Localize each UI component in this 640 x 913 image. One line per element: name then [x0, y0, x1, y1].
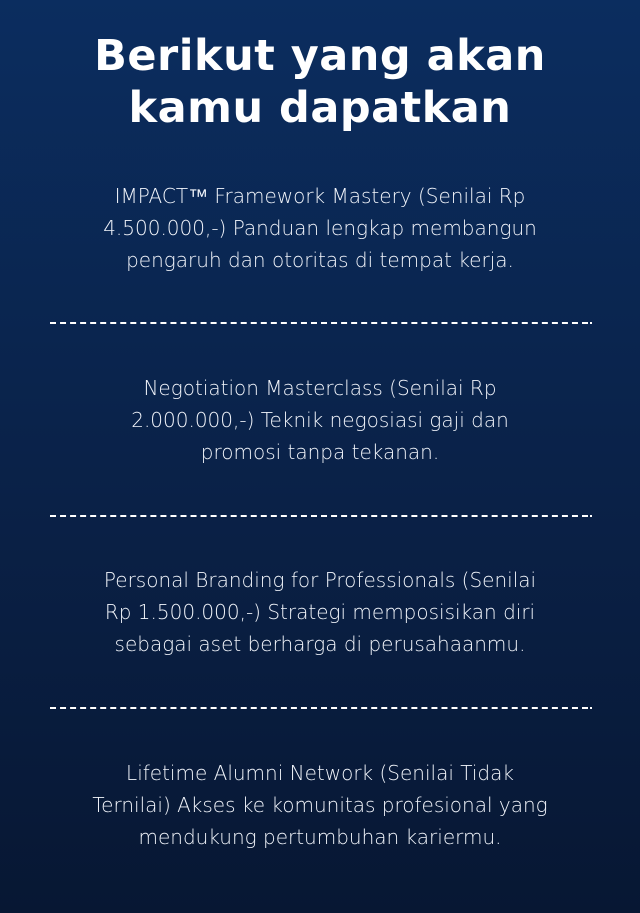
title-line-2: kamu dapatkan	[128, 83, 512, 133]
benefit-line: Personal Branding for Professionals (Senilai	[103, 568, 537, 592]
dashed-divider	[50, 322, 588, 324]
benefit-line: mendukung pertumbuhan kariermu.	[138, 825, 502, 849]
benefit-line: Lifetime Alumni Network (Senilai Tidak	[126, 761, 514, 785]
benefit-line: IMPACT™ Framework Mastery (Senilai Rp	[114, 184, 526, 208]
benefit-line: sebagai aset berharga di perusahaanmu.	[114, 632, 526, 656]
page-title	[0, 30, 640, 134]
dashed-divider	[50, 707, 588, 709]
benefit-line: pengaruh dan otoritas di tempat kerja.	[126, 248, 514, 272]
benefit-line: 4.500.000,-) Panduan lengkap membangun	[103, 216, 537, 240]
benefit-personal-branding	[50, 564, 590, 660]
benefit-negotiation-masterclass	[50, 372, 590, 468]
benefit-line: promosi tanpa tekanan.	[200, 440, 440, 464]
benefit-line: 2.000.000,-) Teknik negosiasi gaji dan	[131, 408, 509, 432]
title-line-1: Berikut yang akan	[94, 31, 546, 81]
benefit-line: Negotiation Masterclass (Senilai Rp	[143, 376, 497, 400]
benefit-line: Ternilai) Akses ke komunitas profesional yang	[92, 793, 548, 817]
benefit-line: Rp 1.500.000,-) Strategi memposisikan diri	[104, 600, 536, 624]
benefit-impact-framework	[50, 180, 590, 276]
benefit-alumni-network	[50, 757, 590, 853]
dashed-divider	[50, 515, 588, 517]
